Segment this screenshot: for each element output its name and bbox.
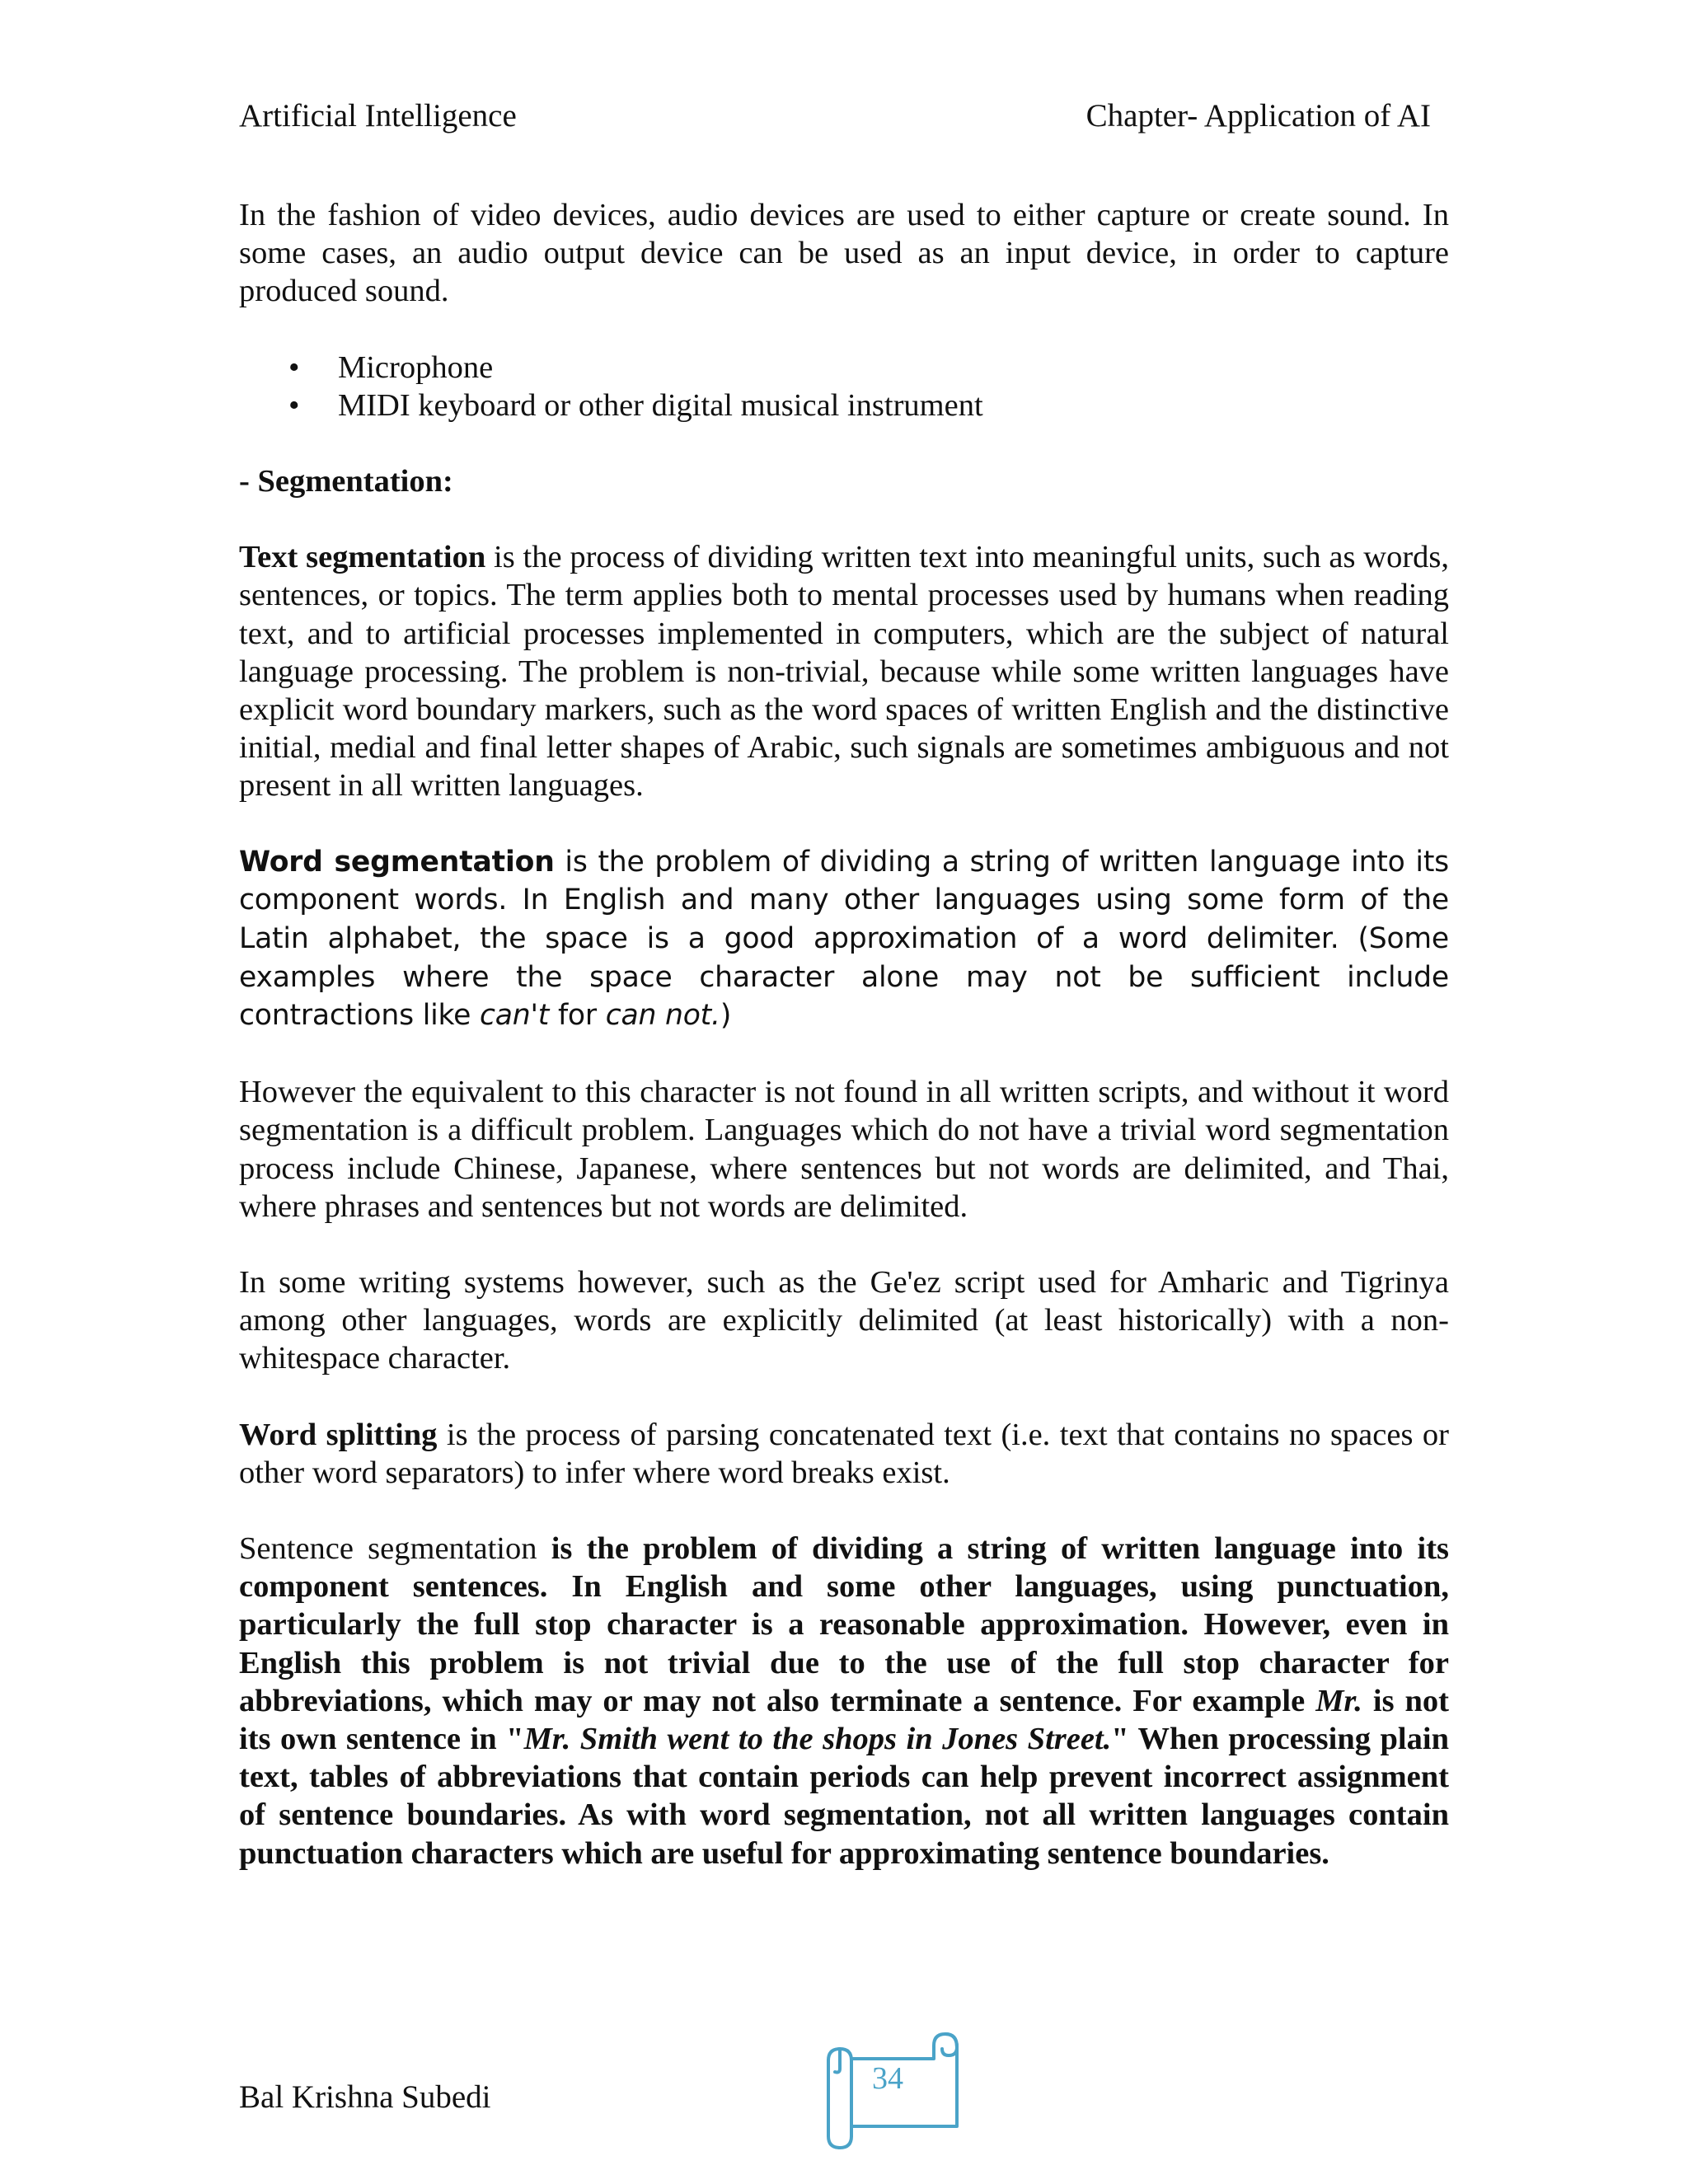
word-segmentation-paragraph [239,843,1449,1036]
list-item [239,349,1449,387]
word-segmentation-mid: for [549,999,606,1033]
text-segmentation-paragraph [239,538,1449,804]
sentence-segmentation-body-1: is the problem of dividing a string of written language into its component sentences. In English and some other languages, using punctuation, particularly the full stop character is a reasonable approximation. However, even in English this problem is not trivial due to the use of the full stop character for abbreviations, which may or may not also terminate a sentence. For example [239,1530,1450,1718]
intro-paragraph: In the fashion of video devices, audio devices are used to either capture or create sound. In some cases, an audio output device can be used as an input device, in order to capture produced sound. [239,198,1449,309]
word-splitting-body: is the process of parsing concatenated text (i.e. text that contains no spaces or other word separators) to infer where word breaks exist. [239,1417,1449,1490]
running-header-left: Artificial Intelligence [239,98,517,134]
word-splitting-paragraph [239,1416,1449,1492]
example-mr: Mr. [1315,1683,1362,1718]
page-body [239,196,1449,1872]
bullet-icon: • [288,387,300,423]
word-segmentation-end: ) [720,999,732,1033]
list-item-text: MIDI keyboard or other digital musical instrument [338,387,983,423]
geez-paragraph: In some writing systems however, such as the Ge'ez script used for Amharic and Tigrinya among other languages, words are explicitly delimited (at least historically) with a non-whitespace character. [239,1264,1449,1376]
text-segmentation-body: is the process of dividing written text into meaningful units, such as words, sentences, or topics. The term applies both to mental processes used by humans when reading text, and to artificial processes implemented in computers, which are the subject of natural language processing. The problem is non-trivial, because while some written languages have explicit word boundary markers, such as the word spaces of written English and the distinctive initial, medial and final letter shapes of Arabic, such signals are sometimes ambiguous and not present in all written languages. [239,540,1449,804]
however-paragraph: However the equivalent to this character is not found in all written scripts, and without it word segmentation is a difficult problem. Languages which do not have a trivial word segmentation process include Chinese, Japanese, where sentences but not words are delimited, and Thai, where phrases and sentences but not words are delimited. [239,1075,1449,1224]
sentence-segmentation-paragraph [239,1530,1449,1872]
word-segmentation-body: is the problem of dividing a string of written language into its component words. In English and many other languages using some form of the Latin alphabet, the space is a good approximation of a word delimiter. (Some examples where the space character alone may not be sufficient include contractions like [239,845,1449,1033]
audio-device-list [239,349,1449,424]
running-header-right: Chapter- Application of AI [1085,98,1431,134]
section-heading: - Segmentation: [239,464,453,499]
term-sentence-segmentation: Sentence segmentation [239,1530,537,1566]
example-can-not: can not. [605,999,720,1033]
bullet-icon: • [288,349,300,385]
term-text-segmentation: Text segmentation [239,540,486,575]
term-word-segmentation: Word segmentation [239,845,555,879]
page-number: 34 [872,2061,903,2096]
sentence-segmentation-body-2: is not its own sentence in " [239,1683,1449,1756]
example-mr-smith: Mr. Smith went to the shops in Jones Street. [523,1722,1112,1756]
footer-author: Bal Krishna Subedi [239,2079,491,2115]
term-word-splitting: Word splitting [239,1417,438,1452]
sentence-segmentation-body-3: " When processing plain text, tables of abbreviations that contain periods can help prevent incorrect assignment of sentence boundaries. As with word segmentation, not all written languages contain punctuation characters which are useful for approximating sentence boundaries. [239,1722,1449,1871]
example-cant: can't [479,999,550,1033]
list-item-text: Microphone [338,349,494,385]
list-item [239,387,1449,424]
